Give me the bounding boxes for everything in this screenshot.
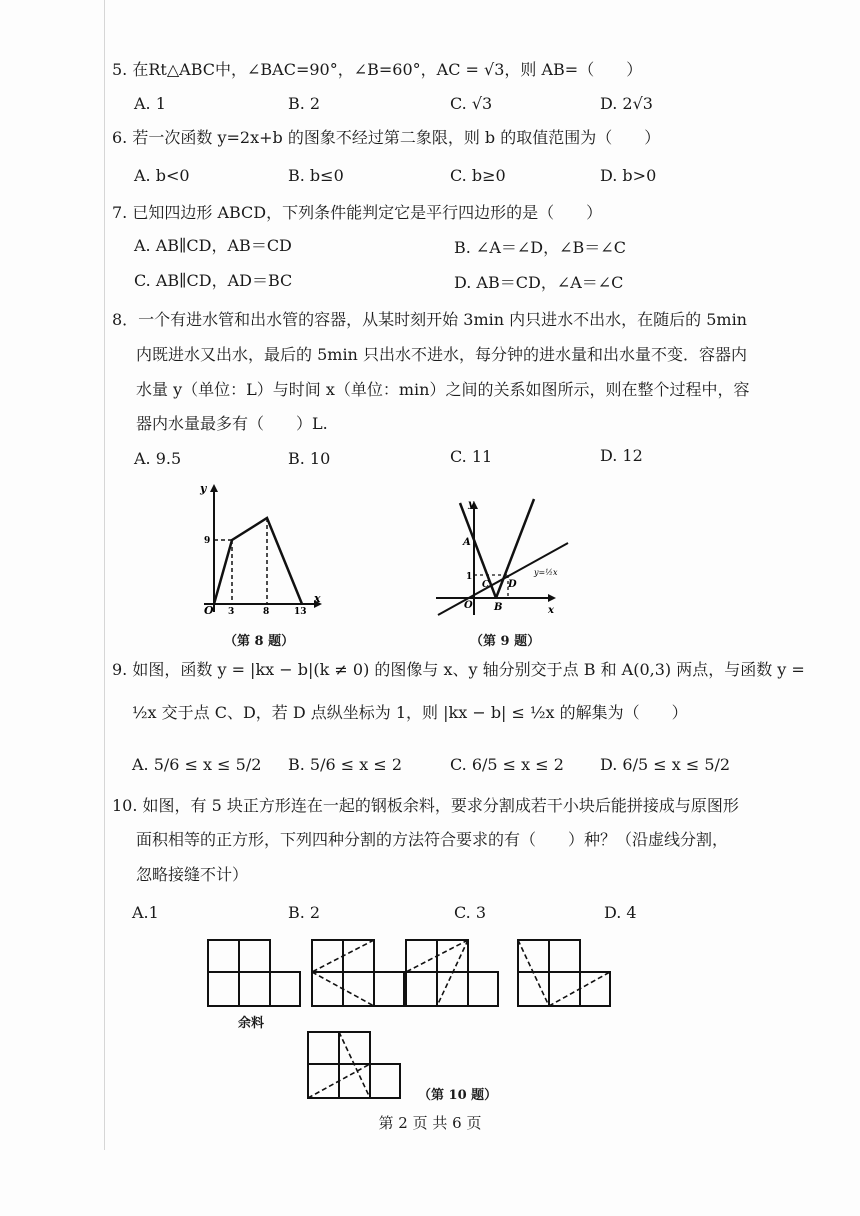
q9-tick-1: 1 xyxy=(466,572,473,582)
q8-tick-9: 9 xyxy=(204,536,211,546)
q6-stem: 6. 若一次函数 y=2x+b 的图象不经过第二象限，则 b 的取值范围为（ ） xyxy=(112,128,661,147)
q8-caption: （第 8 题） xyxy=(224,634,295,649)
q9-option-c: C. 6/5 ≤ x ≤ 2 xyxy=(450,755,564,774)
q9-option-b: B. 5/6 ≤ x ≤ 2 xyxy=(288,755,403,774)
q9-point-d: D xyxy=(508,579,517,590)
q5-option-c: C. √3 xyxy=(450,94,493,113)
q10-method-4 xyxy=(306,1030,404,1104)
q8-origin-label: O xyxy=(204,604,214,617)
q9-line-2: ½x 交于点 C、D，若 D 点纵坐标为 1，则 |kx − b| ≤ ½x 的解集为（ ） xyxy=(132,703,688,722)
q9-option-d: D. 6/5 ≤ x ≤ 5/2 xyxy=(600,755,731,774)
q8-line-3: 水量 y（单位：L）与时间 x（单位：min）之间的关系如图所示，则在整个过程中，容 xyxy=(136,380,750,399)
q9-point-b: B xyxy=(494,602,503,613)
q9-point-a: A xyxy=(463,537,471,548)
q7-stem: 7. 已知四边形 ABCD，下列条件能判定它是平行四边形的是（ ） xyxy=(112,203,603,222)
q8-option-a: A. 9.5 xyxy=(134,449,182,468)
q9-figure xyxy=(430,495,570,625)
q7-option-c: C. AB∥CD，AD＝BC xyxy=(134,271,293,290)
q10-option-a: A.1 xyxy=(132,903,159,922)
q9-line-1: 9. 如图，函数 y = |kx − b|(k ≠ 0) 的图像与 x、y 轴分别交于点 B 和 A(0,3) 两点，与函数 y = xyxy=(112,660,805,679)
q10-scrap-label: 余料 xyxy=(238,1016,265,1031)
q6-option-c: C. b≥0 xyxy=(450,166,506,185)
q9-y-label: y xyxy=(468,499,474,510)
q8-tick-13: 13 xyxy=(294,607,307,617)
q9-origin-label: O xyxy=(464,600,473,611)
q10-line-1: 10. 如图，有 5 块正方形连在一起的钢板余料，要求分割成若干小块后能拼接成与原图形 xyxy=(112,796,739,815)
q5-option-d: D. 2√3 xyxy=(600,94,653,113)
q5-stem: 5. 在Rt△ABC中，∠BAC=90°，∠B=60°，AC = √3，则 AB=（ ） xyxy=(112,60,643,79)
q8-option-d: D. 12 xyxy=(600,446,643,465)
q10-option-d: D. 4 xyxy=(604,903,637,922)
q8-line-1: 8．一个有进水管和出水管的容器，从某时刻开始 3min 内只进水不出水，在随后的 5min xyxy=(112,310,747,329)
q10-line-2: 面积相等的正方形，下列四种分割的方法符合要求的有（ ）种？（沿虚线分割， xyxy=(136,830,729,849)
q10-scrap-figure xyxy=(206,938,304,1012)
q10-option-c: C. 3 xyxy=(454,903,487,922)
q8-y-arrow xyxy=(210,484,218,492)
q7-option-b: B. ∠A＝∠D，∠B＝∠C xyxy=(454,238,626,257)
q10-caption: （第 10 题） xyxy=(418,1088,498,1103)
q10-method-3 xyxy=(516,938,614,1012)
q6-option-b: B. b≤0 xyxy=(288,166,344,185)
q7-option-a: A. AB∥CD，AB＝CD xyxy=(134,236,292,255)
q9-function-label: y=½x xyxy=(534,568,558,577)
q10-method-2 xyxy=(404,938,502,1012)
q9-caption: （第 9 题） xyxy=(470,634,541,649)
q9-x-arrow xyxy=(548,594,556,602)
q8-x-label: x xyxy=(314,592,321,605)
q8-line-2: 内既进水又出水，最后的 5min 只出水不进水，每分钟的进水量和出水量不变．容器内 xyxy=(136,345,747,364)
q5-option-b: B. 2 xyxy=(288,94,321,113)
page-margin-line xyxy=(104,0,105,1150)
q8-option-b: B. 10 xyxy=(288,449,331,468)
q9-v-left-branch xyxy=(460,503,496,598)
q5-option-a: A. 1 xyxy=(134,94,166,113)
q6-option-d: D. b>0 xyxy=(600,166,657,185)
q10-option-b: B. 2 xyxy=(288,903,321,922)
page-footer: 第 2 页 共 6 页 xyxy=(378,1114,482,1132)
q8-water-line xyxy=(214,518,302,604)
q10-method-1 xyxy=(310,938,408,1012)
q7-option-d: D. AB＝CD，∠A＝∠C xyxy=(454,273,624,292)
q8-figure xyxy=(190,478,330,618)
q8-tick-8: 8 xyxy=(263,607,270,617)
q9-point-c: C xyxy=(482,580,490,590)
q8-tick-3: 3 xyxy=(228,607,235,617)
q10-line-3: 忽略接缝不计） xyxy=(136,865,249,884)
q8-y-label: y xyxy=(200,482,207,495)
q8-option-c: C. 11 xyxy=(450,447,493,466)
q9-option-a: A. 5/6 ≤ x ≤ 5/2 xyxy=(132,755,262,774)
q8-line-4: 器内水量最多有（ ）L. xyxy=(136,414,328,433)
q6-option-a: A. b<0 xyxy=(134,166,190,185)
q9-x-label: x xyxy=(548,605,554,616)
